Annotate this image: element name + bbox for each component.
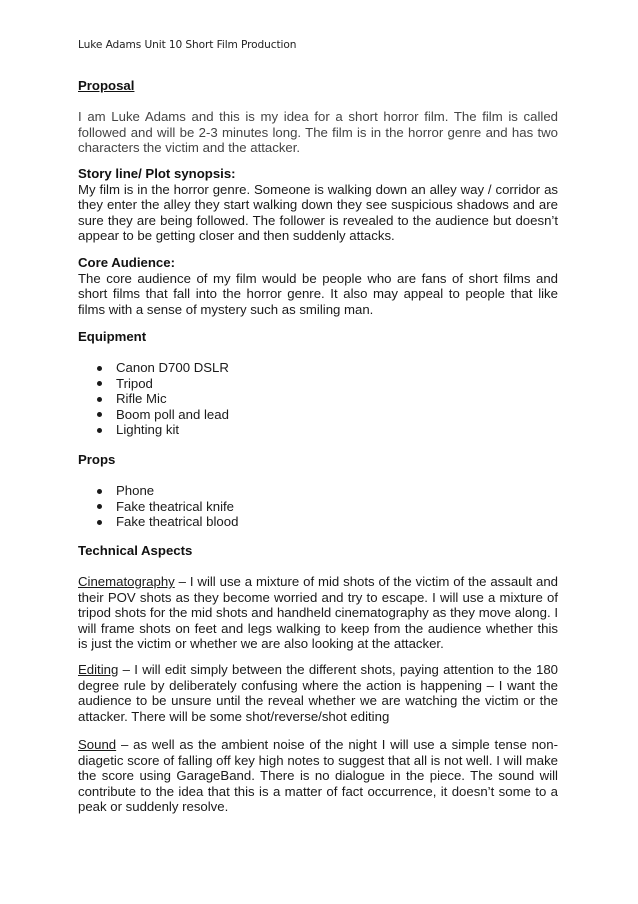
bullet-icon [97,520,102,525]
props-list [78,483,238,530]
list-item: Fake theatrical blood [78,514,238,530]
sound-term: Sound [78,737,117,752]
page-title: Proposal [78,78,135,93]
cinematography-paragraph [78,574,558,652]
cinematography-term: Cinematography [78,574,175,589]
list-item: Lighting kit [78,422,229,438]
sound-paragraph [78,737,558,815]
bullet-icon [97,397,102,402]
bullet-icon [97,412,102,417]
editing-term: Editing [78,662,119,677]
bullet-icon [97,489,102,494]
equipment-heading: Equipment [78,329,147,344]
sound-text: – as well as the ambient noise of the night I will use a simple tense non-diagetic score of falling off key high notes to suggest that all is not well. I will make the score using GarageBand. There is no dialogue in the piece. The sound will contribute to the idea that this is a matter of fact occurrence, it doesn’t some to a peak or suddenly resolve. [78,737,558,815]
editing-paragraph [78,662,558,724]
audience-section [78,255,558,317]
bullet-icon [97,504,102,509]
audience-text: The core audience of my film would be people who are fans of short films and short films that fall into the horror genre. It also may appeal to people that like films with a sense of mystery such as smiling man. [78,270,558,317]
storyline-text: My film is in the horror genre. Someone is walking down an alley way / corridor as they enter the alley they start walking down they see suspicious shadows and are sure they are being followed. The follower is revealed to the audience but doesn’t appear to be getting closer and then suddenly attacks. [78,181,558,244]
audience-heading: Core Audience: [78,255,175,270]
intro-text: I am Luke Adams and this is my idea for a short horror film. The film is called followed and will be 2-3 minutes long. The film is in the horror genre and has two characters the victim and the attacker. [78,109,558,156]
intro-paragraph [78,109,558,156]
list-item: Boom poll and lead [78,407,229,423]
equipment-list [78,360,229,438]
list-item: Canon D700 DSLR [78,360,229,376]
bullet-icon [97,366,102,371]
bullet-icon [97,381,102,386]
list-item: Fake theatrical knife [78,499,238,515]
storyline-section [78,166,558,244]
bullet-icon [97,428,102,433]
cinematography-text: – I will use a mixture of mid shots of the victim of the assault and their POV shots as they become worried and try to escape. I will use a mixture of tripod shots for the mid shots and handheld cinematography as they move along. I will frame shots on feet and legs walking to keep from the audience whether this is just the victim or whether we are also looking at the attacker. [78,574,558,652]
list-item: Tripod [78,376,229,392]
list-item: Rifle Mic [78,391,229,407]
list-item: Phone [78,483,238,499]
technical-heading: Technical Aspects [78,543,193,558]
editing-text: – I will edit simply between the different shots, paying attention to the 180 degree rule by deliberately confusing where the action is happening – I want the audience to be unsure until the reveal whether we are watching the victim or the attacker. There will be some shot/reverse/shot editing [78,662,558,724]
storyline-heading: Story line/ Plot synopsis: [78,166,236,181]
page-header: Luke Adams Unit 10 Short Film Production [78,39,297,51]
props-heading: Props [78,452,116,467]
